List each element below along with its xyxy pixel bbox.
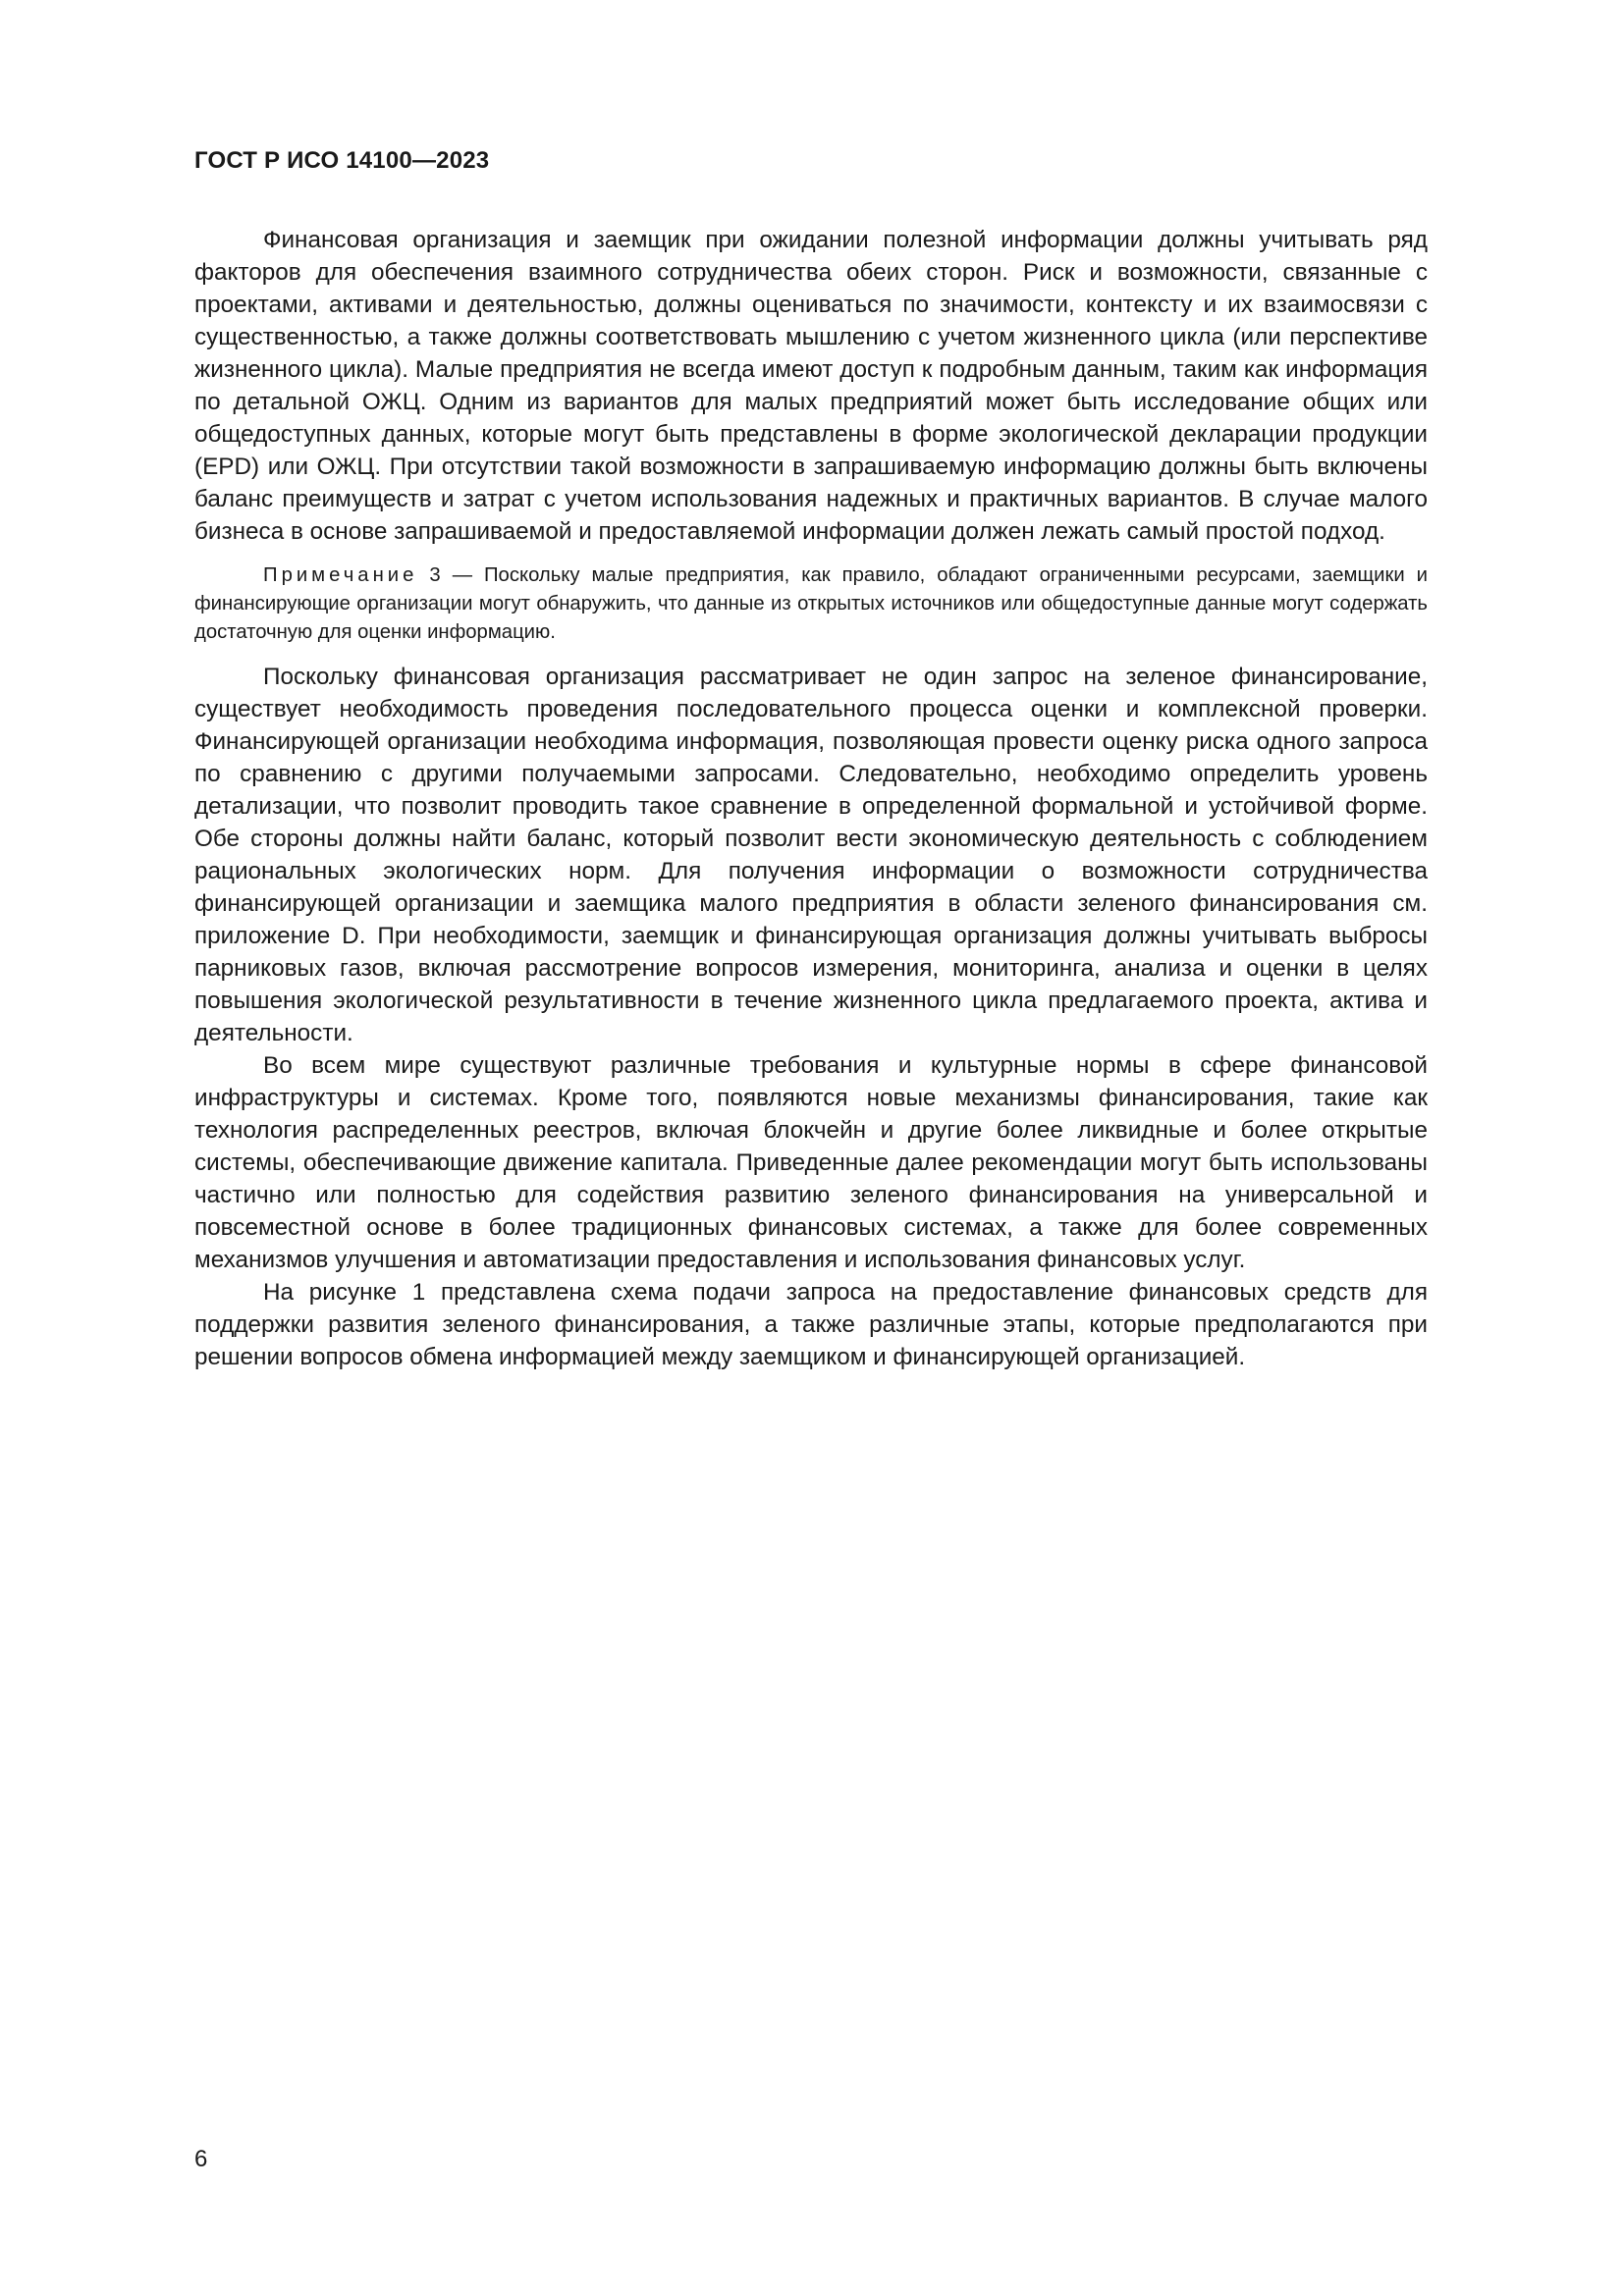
paragraph-1: Финансовая организация и заемщик при ожидании полезной информации должны учитывать ряд факторов для обеспечения взаимного сотрудничества обеих сторон. Риск и возможности, связанные с проектами, активами и деятельностью, должны оцениваться по значимости, контексту и их взаимосвязи с существенностью, а также должны соответствовать мышлению с учетом жизненного цикла (или перспективе жизненного цикла). Малые предприятия не всегда имеют доступ к подробным данным, таким как информация по детальной ОЖЦ. Одним из вариантов для малых предприятий может быть исследование общих или общедоступных данных, которые могут быть представлены в форме экологической декларации продукции (EPD) или ОЖЦ. При отсутствии такой возможности в запрашиваемую информацию должны быть включены баланс преимуществ и затрат с учетом использования надежных и практичных вариантов. В случае малого бизнеса в основе запрашиваемой и предоставляемой информации должен лежать самый простой подход. (194, 227, 1428, 545)
paragraph-3: Во всем мире существуют различные требования и культурные нормы в сфере финансовой инфраструктуры и системах. Кроме того, появляются новые механизмы финансирования, такие как технология распределенных реестров, включая блокчейн и другие более ликвидные и более открытые системы, обеспечивающие движение капитала. Приведенные далее рекомендации могут быть использованы частично или полностью для содействия развитию зеленого финансирования на универсальной и повсеместной основе в более традиционных финансовых системах, а также для более современных механизмов улучшения и автоматизации предоставления и использования финансовых услуг. (194, 1052, 1428, 1273)
page-content (194, 224, 1428, 1373)
page-number: 6 (194, 2146, 208, 2172)
document-header: ГОСТ Р ИСО 14100—2023 (194, 147, 490, 174)
note-label: Примечание (263, 564, 418, 586)
note-text: 3 — Поскольку малые предприятия, как правило, обладают ограниченными ресурсами, заемщики и финансирующие организации могут обнаружить, что данные из открытых источников или общедоступные данные могут содержать достаточную для оценки информацию. (194, 564, 1428, 643)
paragraph-2: Поскольку финансовая организация рассматривает не один запрос на зеленое финансирование, существует необходимость проведения последовательного процесса оценки и комплексной проверки. Финансирующей организации необходима информация, позволяющая провести оценку риска одного запроса по сравнению с другими получаемыми запросами. Следовательно, необходимо определить уровень детализации, что позволит проводить такое сравнение в определенной формальной и устойчивой форме. Обе стороны должны найти баланс, который позволит вести экономическую деятельность с соблюдением рациональных экологических норм. Для получения информации о возможности сотрудничества финансирующей организации и заемщика малого предприятия в области зеленого финансирования см. приложение D. При необходимости, заемщик и финансирующая организация должны учитывать выбросы парниковых газов, включая рассмотрение вопросов измерения, мониторинга, анализа и оценки в целях повышения экологической результативности в течение жизненного цикла предлагаемого проекта, актива и деятельности. (194, 664, 1428, 1046)
paragraph-4: На рисунке 1 представлена схема подачи запроса на предоставление финансовых средств для поддержки развития зеленого финансирования, а также различные этапы, которые предполагаются при решении вопросов обмена информацией между заемщиком и финансирующей организацией. (194, 1279, 1428, 1370)
note-3 (194, 561, 1428, 647)
